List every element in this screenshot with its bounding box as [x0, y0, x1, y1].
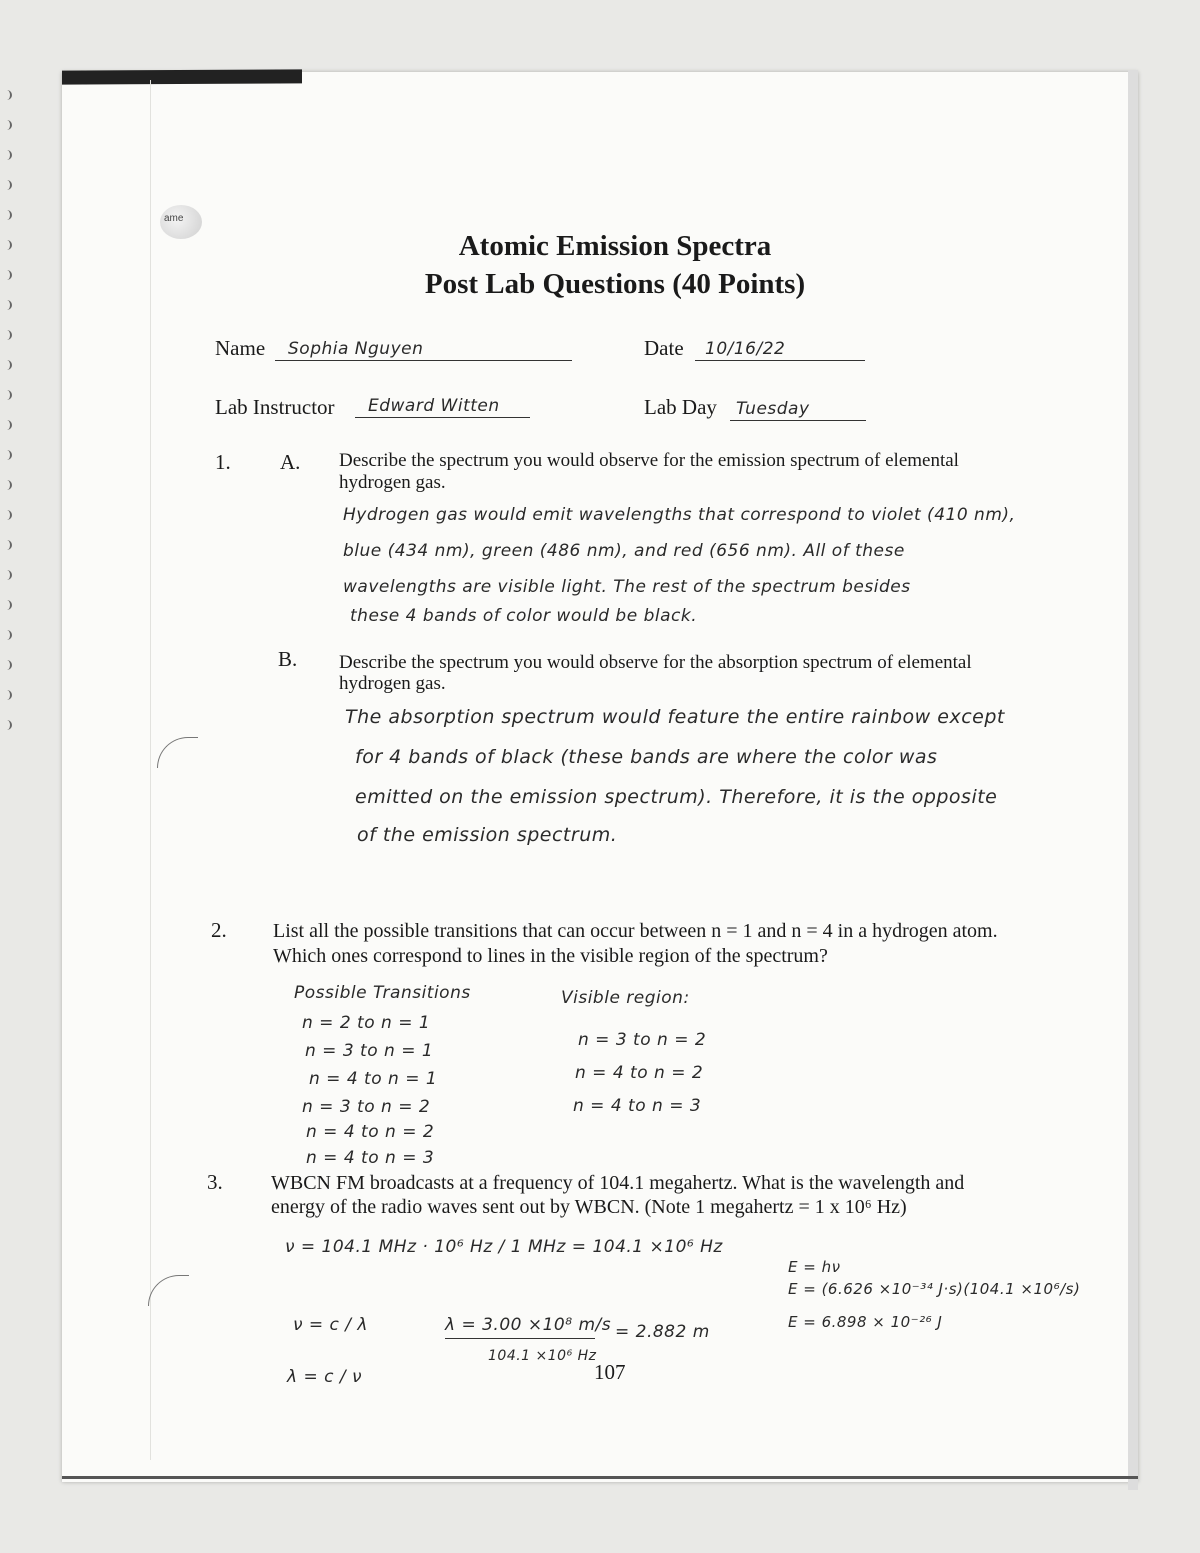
q3-wavelength-result: = 2.882 m: [615, 1322, 710, 1342]
q2-visible-3: n = 4 to n = 3: [573, 1096, 702, 1116]
q3-wavelength-numerator: λ = 3.00 ×10⁸ m/s: [445, 1315, 612, 1335]
q3-number: 3.: [207, 1170, 223, 1194]
binding-hole: [2, 540, 12, 550]
page-number: 107: [594, 1360, 626, 1384]
date-label: Date: [644, 336, 684, 360]
q2-possible-4: n = 3 to n = 2: [302, 1097, 431, 1117]
q1a-answer-line3: wavelengths are visible light. The rest of the spectrum besides: [343, 577, 911, 597]
binding-hole: [2, 300, 12, 310]
q2-possible-2: n = 3 to n = 1: [305, 1041, 434, 1061]
binding-hole: [2, 630, 12, 640]
binding-hole: [2, 420, 12, 430]
q1b-letter: B.: [278, 647, 298, 671]
q1b-answer-line3: emitted on the emission spectrum). Therefore, it is the opposite: [355, 786, 998, 808]
name-value: Sophia Nguyen: [288, 339, 424, 359]
binding-hole: [2, 210, 12, 220]
q2-possible-heading: Possible Transitions: [294, 983, 471, 1003]
q1-number: 1.: [215, 450, 231, 474]
binding-hole: [2, 150, 12, 160]
instructor-value: Edward Witten: [368, 396, 500, 416]
q1a-answer-line1: Hydrogen gas would emit wavelengths that correspond to violet (410 nm),: [343, 505, 1016, 525]
q3-wavelength-equation: λ = c / ν: [287, 1367, 362, 1387]
worksheet-subtitle: Post Lab Questions (40 Points): [424, 268, 806, 300]
q1b-answer-line4: of the emission spectrum.: [357, 824, 618, 846]
q1b-prompt-line2: hydrogen gas.: [339, 673, 446, 694]
binding-hole: [2, 390, 12, 400]
binding-hole: [2, 330, 12, 340]
worksheet-title: Atomic Emission Spectra: [458, 230, 772, 262]
q2-visible-heading: Visible region:: [561, 988, 690, 1008]
name-label: Name: [215, 336, 266, 360]
q1a-answer-line4: these 4 bands of color would be black.: [350, 606, 698, 626]
q1b-answer-line2: for 4 bands of black (these bands are where the color was: [355, 746, 938, 768]
q1a-prompt-line1: Describe the spectrum you would observe for the emission spectrum of elemental: [339, 450, 959, 471]
binding-hole: [2, 120, 12, 130]
q2-possible-6: n = 4 to n = 3: [306, 1148, 435, 1168]
q3-energy-result: E = 6.898 × 10⁻²⁶ J: [788, 1313, 943, 1331]
q2-prompt-line1: List all the possible transitions that can occur between n = 1 and n = 4 in a hydrogen atom.: [273, 920, 998, 942]
q3-fraction-bar: [445, 1330, 595, 1339]
q3-energy-substitution: E = (6.626 ×10⁻³⁴ J·s)(104.1 ×10⁶/s): [788, 1280, 1081, 1298]
q3-prompt-line2: energy of the radio waves sent out by WBCN. (Note 1 megahertz = 1 x 10⁶ Hz): [271, 1196, 907, 1218]
q2-visible-1: n = 3 to n = 2: [578, 1030, 707, 1050]
binding-hole: [2, 600, 12, 610]
binding-hole: [2, 720, 12, 730]
q1b-prompt-line1: Describe the spectrum you would observe for the absorption spectrum of elemental: [339, 652, 972, 673]
q1a-prompt-line2: hydrogen gas.: [339, 472, 446, 493]
binding-hole: [2, 90, 12, 100]
q2-possible-1: n = 2 to n = 1: [302, 1013, 431, 1033]
q1a-letter: A.: [280, 450, 301, 474]
q2-visible-2: n = 4 to n = 2: [575, 1063, 704, 1083]
q3-frequency-conversion: ν = 104.1 MHz · 10⁶ Hz / 1 MHz = 104.1 ×10⁶ Hz: [285, 1237, 723, 1257]
q2-possible-5: n = 4 to n = 2: [306, 1122, 435, 1142]
q3-wavelength-denominator: 104.1 ×10⁶ Hz: [488, 1348, 597, 1364]
labday-label: Lab Day: [644, 395, 717, 419]
q2-possible-3: n = 4 to n = 1: [309, 1069, 438, 1089]
q1b-answer-line1: The absorption spectrum would feature the entire rainbow except: [345, 706, 1005, 728]
binding-hole: [2, 180, 12, 190]
binding-hole: [2, 360, 12, 370]
name-stamp: ame: [160, 205, 202, 239]
scan-edge-bottom: [62, 1476, 1138, 1479]
q1a-answer-line2: blue (434 nm), green (486 nm), and red (656 nm). All of these: [343, 541, 905, 561]
date-value: 10/16/22: [705, 339, 786, 359]
q3-energy-equation: E = hν: [788, 1258, 841, 1276]
q3-prompt-line1: WBCN FM broadcasts at a frequency of 104.1 megahertz. What is the wavelength and: [271, 1172, 965, 1194]
binding-hole: [2, 450, 12, 460]
binding-hole: [2, 570, 12, 580]
binding-hole: [2, 660, 12, 670]
q2-number: 2.: [211, 918, 227, 942]
labday-value: Tuesday: [736, 399, 810, 419]
binding-hole: [2, 480, 12, 490]
binding-hole: [2, 690, 12, 700]
scan-shadow-top: [62, 69, 302, 84]
binding-hole: [2, 510, 12, 520]
q2-prompt-line2: Which ones correspond to lines in the visible region of the spectrum?: [273, 945, 828, 967]
q3-velocity-equation: ν = c / λ: [293, 1315, 368, 1335]
instructor-label: Lab Instructor: [215, 395, 335, 419]
